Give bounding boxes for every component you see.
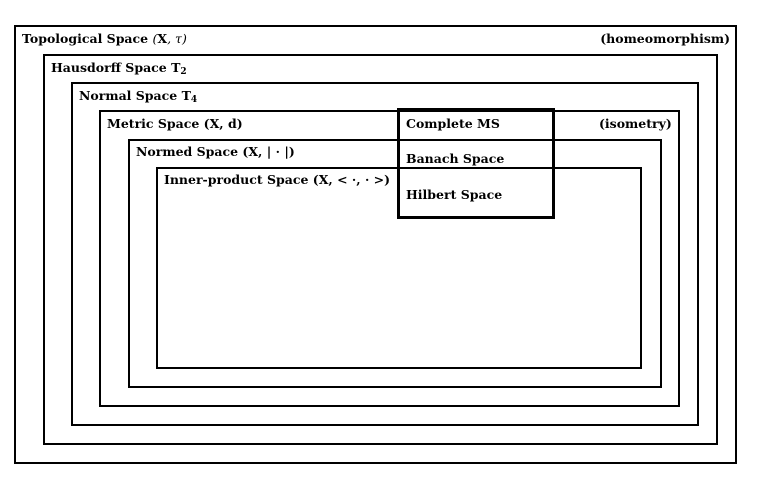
- topological-space-label: [22, 33, 187, 46]
- isometry-label: (isometry): [599, 116, 672, 131]
- normal-space-name: Normal Space: [79, 88, 178, 103]
- banach-space-label: Banach Space: [406, 151, 505, 166]
- complete-ms-label: Complete MS: [406, 116, 500, 131]
- topological-notation: (X, τ): [152, 31, 187, 46]
- hausdorff-space-name: Hausdorff Space: [51, 60, 167, 75]
- normed-space-label: [136, 146, 295, 159]
- inner-product-notation: (X, < ·, · >): [312, 172, 391, 187]
- normal-space-label: [79, 90, 197, 105]
- homeomorphism-label: (homeomorphism): [600, 31, 730, 46]
- metric-notation: (X, d): [203, 116, 243, 131]
- normed-space-name: Normed Space: [136, 144, 239, 159]
- hausdorff-symbol: $T_2$: [171, 60, 187, 77]
- normal-symbol: $T_4$: [181, 88, 198, 105]
- metric-space-label: [107, 118, 243, 131]
- inner-product-space-label: [164, 174, 390, 187]
- hausdorff-space-label: [51, 62, 187, 77]
- metric-space-name: Metric Space: [107, 116, 200, 131]
- hilbert-space-label: Hilbert Space: [406, 187, 503, 202]
- normed-notation: (X, | · |): [242, 144, 295, 159]
- inner-product-space-name: Inner-product Space: [164, 172, 309, 187]
- topological-space-name: Topological Space: [22, 31, 149, 46]
